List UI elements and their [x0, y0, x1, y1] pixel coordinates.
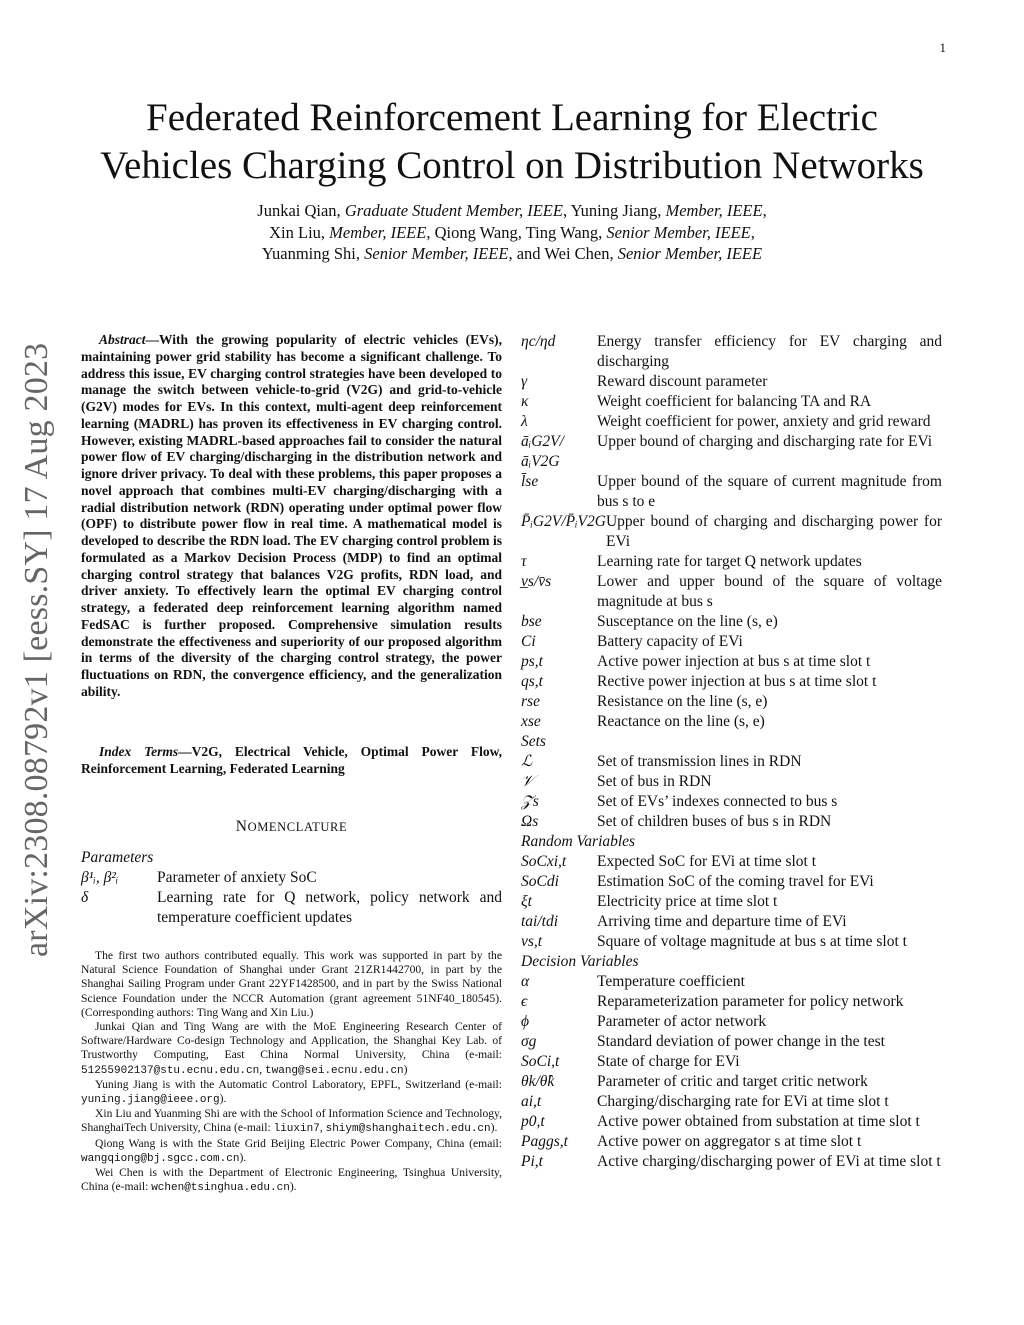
email-link[interactable]: liuxin7 — [273, 1123, 320, 1136]
author-line-3 — [0, 243, 1024, 265]
sets-list — [521, 752, 942, 832]
nomenclature-row — [521, 712, 942, 732]
footnote-funding: The first two authors contributed equally. This work was supported in part by the Natural Science Foundation of Shanghai under Grant 21ZR1442700, in part by the Shanghai Sailing Program under Grant 22YF1428500, and in part by the Swiss National Science Foundation under the NCCR Automation (grant agreement 51NF40_180545). (Corresponding authors: Ting Wang and Xin Liu.) — [81, 949, 502, 1019]
nomenclature-description: Arriving time and departure time of EVi — [597, 913, 847, 930]
email-link[interactable]: twang@sei.ecnu.edu.cn — [265, 1064, 404, 1077]
nomenclature-row — [521, 392, 942, 412]
nomenclature-row — [521, 1112, 942, 1132]
nomenclature-symbol: Ωs — [521, 813, 539, 830]
nomenclature-row — [521, 972, 942, 992]
nomenclature-description: Upper bound of the square of current magnitude from bus s to e — [597, 473, 942, 510]
nomenclature-row — [521, 772, 942, 792]
nomenclature-symbol: ηc/ηd — [521, 333, 556, 350]
nomenclature-description: Charging/discharging rate for EVi at time slot t — [597, 1093, 889, 1110]
nomenclature-row — [521, 812, 942, 832]
nomenclature-description: Weight coefficient for balancing TA and RA — [597, 393, 872, 410]
nomenclature-symbol: Ci — [521, 633, 536, 650]
nomenclature-row — [521, 652, 942, 672]
nomenclature-description: Learning rate for target Q network updates — [597, 553, 862, 570]
footnotes — [81, 949, 502, 1195]
nomenclature-symbol: ϕ — [521, 1013, 530, 1030]
nomenclature-symbol: β¹ᵢ, β²ᵢ — [81, 869, 119, 886]
nomenclature-symbol: rse — [521, 693, 540, 710]
footnote-text: Wei Chen is with the Department of Electronic Engineering, Tsinghua University, China (e-mail: — [81, 1166, 502, 1194]
nomenclature-heading — [81, 818, 502, 836]
nomenclature-symbol: SoCxi,t — [521, 853, 567, 870]
footnote-affil-3 — [81, 1107, 502, 1136]
author-name: , Yuning Jiang, — [562, 201, 666, 220]
footnote-affil-4 — [81, 1137, 502, 1166]
abstract — [81, 332, 502, 701]
author-line-1 — [0, 200, 1024, 222]
author-name: Yuanming Shi, — [261, 244, 365, 263]
paper-title — [0, 94, 1024, 190]
nomenclature-description: Reactance on the line (s, e) — [597, 713, 765, 730]
nomenclature-description: Temperature coefficient — [597, 973, 745, 990]
nomenclature-symbol: SoCi,t — [521, 1053, 560, 1070]
index-terms-lead: Index Terms — [99, 744, 179, 759]
email-link[interactable]: yuning.jiang@ieee.org — [81, 1094, 220, 1107]
nomenclature-symbol: α — [521, 973, 530, 990]
nomenclature-symbol: λ — [521, 413, 528, 430]
author-role: Member, IEEE — [665, 201, 763, 220]
email-link[interactable]: 51255902137@stu.ecnu.edu.cn — [81, 1064, 260, 1077]
nomenclature-description: Learning rate for Q network, policy network and temperature coefficient updates — [157, 889, 502, 926]
nomenclature-description: Lower and upper bound of the square of voltage magnitude at bus s — [597, 573, 942, 610]
nomenclature-symbol: θk/θ̂k — [521, 1073, 555, 1090]
nomenclature-symbol: bse — [521, 613, 542, 630]
nomenclature-row — [521, 1012, 942, 1032]
nomenclature-description: Parameter of anxiety SoC — [157, 869, 317, 886]
heading-rest: OMENCLATURE — [247, 820, 348, 834]
nomenclature-description: Weight coefficient for power, anxiety and grid reward — [597, 413, 931, 430]
nomenclature-row — [521, 1132, 942, 1152]
nomenclature-symbol: SoCdi — [521, 873, 559, 890]
footnote-text: Xin Liu and Yuanming Shi are with the School of Information Science and Technology, ShanghaiTech University, China (e-mail: — [81, 1107, 502, 1135]
nomenclature-description: Energy transfer efficiency for EV charging and discharging — [597, 333, 942, 370]
nomenclature-left — [81, 848, 502, 928]
footnote-text: Yuning Jiang is with the Automatic Control Laboratory, EPFL, Switzerland (e-mail: — [95, 1077, 502, 1091]
footnote-sep: ). — [219, 1092, 227, 1106]
footnote-text: Junkai Qian and Ting Wang are with the MoE Engineering Research Center of Software/Hardware Co-design Technology and Application, the Shanghai Key Lab. of Trustworthy Computing, East China Normal University, China (e-mail: — [81, 1020, 502, 1062]
nomenclature-symbol: vs,t — [521, 933, 543, 950]
nomenclature-symbol: 𝒵s — [521, 793, 539, 810]
author-role: Graduate Student Member, IEEE — [344, 201, 563, 220]
nomenclature-symbol: l̄se — [521, 473, 539, 490]
nomenclature-symbol: Paggs,t — [521, 1133, 568, 1150]
nomenclature-row — [521, 632, 942, 652]
author-role: Senior Member, IEEE — [606, 222, 751, 242]
footnote-sep: ). — [289, 1180, 297, 1194]
nomenclature-row — [521, 752, 942, 772]
footnote-sep: ). — [490, 1121, 498, 1135]
nomenclature-description: Set of children buses of bus s in RDN — [597, 813, 832, 830]
nomenclature-description: Susceptance on the line (s, e) — [597, 613, 778, 630]
heading-initial: N — [235, 818, 248, 835]
nomenclature-description: Resistance on the line (s, e) — [597, 693, 768, 710]
email-link[interactable]: shiym@shanghaitech.edu.cn — [325, 1123, 491, 1136]
nomenclature-description: Square of voltage magnitude at bus s at time slot t — [597, 933, 907, 950]
nomenclature-row — [81, 888, 502, 928]
email-link[interactable]: wangqiong@bj.sgcc.com.cn — [81, 1152, 240, 1165]
nomenclature-symbol: 𝒱 — [521, 773, 534, 790]
footnote-text: Qiong Wang is with the State Grid Beijing Electric Power Company, China (email: — [95, 1136, 502, 1150]
nomenclature-row — [521, 992, 942, 1012]
nomenclature-description: Active charging/discharging power of EVi at time slot t — [597, 1153, 941, 1170]
decision-variables-list — [521, 972, 942, 1172]
nomenclature-symbol: Pi,t — [521, 1153, 543, 1170]
nomenclature-row — [521, 692, 942, 712]
nomenclature-description: State of charge for EVi — [597, 1053, 740, 1070]
author-role: Senior Member, IEEE — [364, 244, 509, 263]
nomenclature-description: Reward discount parameter — [597, 373, 768, 390]
author-line-2 — [0, 222, 1024, 244]
footnote-affil-1 — [81, 1020, 502, 1078]
nomenclature-description: Electricity price at time slot t — [597, 893, 778, 910]
nomenclature-row — [521, 792, 942, 812]
nomenclature-symbol: ps,t — [521, 653, 543, 670]
nomenclature-row — [521, 332, 942, 372]
nomenclature-description: Reparameterization parameter for policy network — [597, 993, 904, 1010]
author-role: Member, IEEE — [329, 222, 427, 242]
footnote-sep: , — [259, 1062, 266, 1076]
author-sep: , — [750, 222, 755, 242]
nomenclature-description: Active power on aggregator s at time slot t — [597, 1133, 862, 1150]
nomenclature-right — [521, 332, 942, 1172]
nomenclature-description: Upper bound of charging and discharging rate for EVi — [597, 433, 933, 450]
nomenclature-description: Set of bus in RDN — [597, 773, 712, 790]
nomenclature-description: Estimation SoC of the coming travel for EVi — [597, 873, 874, 890]
nomenclature-row — [521, 412, 942, 432]
nomenclature-row — [521, 612, 942, 632]
author-list — [0, 200, 1024, 265]
nomenclature-row — [521, 1032, 942, 1052]
nomenclature-symbol: xse — [521, 713, 541, 730]
nomenclature-symbol: ai,t — [521, 1093, 542, 1110]
email-link[interactable]: wchen@tsinghua.edu.cn — [151, 1182, 290, 1195]
nomenclature-row — [521, 572, 942, 612]
arxiv-stamp: arXiv:2308.08792v1 [eess.SY] 17 Aug 2023 — [18, 342, 55, 958]
right-param-list — [521, 332, 942, 732]
page-number: 1 — [939, 40, 946, 55]
nomenclature-symbol: κ — [521, 393, 529, 410]
nomenclature-description: Parameter of critic and target critic network — [597, 1073, 868, 1090]
nomenclature-row — [521, 892, 942, 912]
nomenclature-description: Active power obtained from substation at time slot t — [597, 1113, 920, 1130]
nomenclature-description: Rective power injection at bus s at time slot t — [597, 673, 877, 690]
title-line-1: Federated Reinforcement Learning for Electric — [146, 96, 878, 139]
category-random-variables: Random Variables — [521, 833, 636, 850]
nomenclature-row — [521, 512, 942, 552]
nomenclature-row — [521, 432, 942, 472]
nomenclature-row — [81, 868, 502, 888]
nomenclature-description: Active power injection at bus s at time slot t — [597, 653, 871, 670]
nomenclature-symbol: qs,t — [521, 673, 543, 690]
nomenclature-symbol: δ — [81, 889, 89, 906]
nomenclature-symbol: p0,t — [521, 1113, 545, 1130]
title-line-2: Vehicles Charging Control on Distribution Networks — [100, 144, 924, 187]
nomenclature-description: Battery capacity of EVi — [597, 633, 743, 650]
nomenclature-symbol: γ — [521, 373, 528, 390]
footnote-sep: ) — [403, 1062, 408, 1076]
nomenclature-symbol: tai/tdi — [521, 913, 559, 930]
nomenclature-row — [521, 372, 942, 392]
nomenclature-row — [521, 1092, 942, 1112]
nomenclature-row — [521, 932, 942, 952]
author-name: Xin Liu, — [269, 222, 330, 242]
nomenclature-symbol: τ — [521, 553, 527, 570]
nomenclature-symbol: v̲s/v̄s — [521, 573, 552, 590]
author-name: , and Wei Chen, — [508, 244, 618, 263]
author-role: Senior Member, IEEE — [617, 244, 763, 263]
nomenclature-row — [521, 552, 942, 572]
nomenclature-description: Set of EVs’ indexes connected to bus s — [597, 793, 838, 810]
abstract-lead: Abstract — [99, 332, 146, 347]
footnote-sep: ). — [239, 1150, 247, 1164]
abstract-text: —With the growing popularity of electric vehicles (EVs), maintaining power grid stability has become a significant challenge. To address this issue, EV charging control strategies have been developed to manage the switch between vehicle-to-grid (V2G) and grid-to-vehicle (G2V) modes for EVs. In this context, multi-agent deep reinforcement learning (MADRL) has proven its effectiveness in EV charging control. However, existing MADRL-based approaches fail to consider the natural power flow of EV charging/discharging in the distribution network and ignore driver privacy. To deal with these problems, this paper proposes a novel approach that combines multi-EV charging/discharging with a radial distribution network (RDN) operating under optimal power flow (OPF) to distribute power flow in real time. A mathematical model is developed to describe the RDN load. The EV charging control problem is formulated as a Markov Decision Process (MDP) to find an optimal charging control strategy that balances V2G profits, RDN load, and driver anxiety. To effectively learn the optimal EV charging control strategy, a federated deep reinforcement learning algorithm named FedSAC is further proposed. Comprehensive simulation results demonstrate the effectiveness and superiority of our proposed algorithm in terms of the diversity of the charging control strategy, the power fluctuations on RDN, the convergence efficiency, and the generalization ability. — [81, 332, 502, 699]
nomenclature-description: Parameter of actor network — [597, 1013, 767, 1030]
nomenclature-description: Expected SoC for EVi at time slot t — [597, 853, 817, 870]
nomenclature-row — [521, 1152, 942, 1172]
nomenclature-symbol: āᵢG2V/āᵢV2G — [521, 433, 564, 470]
left-param-list — [81, 868, 502, 928]
nomenclature-row — [521, 472, 942, 512]
nomenclature-symbol: ξt — [521, 893, 532, 910]
footnote-sep: , — [319, 1121, 326, 1135]
index-terms — [81, 744, 502, 778]
author-sep: , — [762, 201, 767, 220]
nomenclature-symbol: σg — [521, 1033, 537, 1050]
index-terms-text: —V2G, Electrical Vehicle, Optimal Power Flow, Reinforcement Learning, Federated Learning — [81, 744, 502, 776]
nomenclature-symbol: ϵ — [521, 993, 528, 1010]
nomenclature-row — [521, 852, 942, 872]
nomenclature-description: Upper bound of charging and discharging power for EVi — [605, 513, 942, 550]
footnote-affil-5 — [81, 1166, 502, 1195]
nomenclature-symbol: P̄ᵢG2V/P̄ᵢV2G — [521, 513, 606, 530]
nomenclature-row — [521, 872, 942, 892]
nomenclature-row — [521, 1052, 942, 1072]
nomenclature-row — [521, 672, 942, 692]
nomenclature-row — [521, 912, 942, 932]
author-name: , Qiong Wang, Ting Wang, — [426, 222, 607, 242]
nomenclature-description: Set of transmission lines in RDN — [597, 753, 802, 770]
category-sets: Sets — [521, 733, 546, 750]
category-parameters: Parameters — [81, 849, 154, 866]
category-decision-variables: Decision Variables — [521, 953, 639, 970]
nomenclature-symbol: ℒ — [521, 753, 533, 770]
nomenclature-description: Standard deviation of power change in the test — [597, 1033, 885, 1050]
author-name: Junkai Qian, — [257, 201, 345, 220]
footnote-affil-2 — [81, 1078, 502, 1107]
random-variables-list — [521, 852, 942, 952]
nomenclature-row — [521, 1072, 942, 1092]
